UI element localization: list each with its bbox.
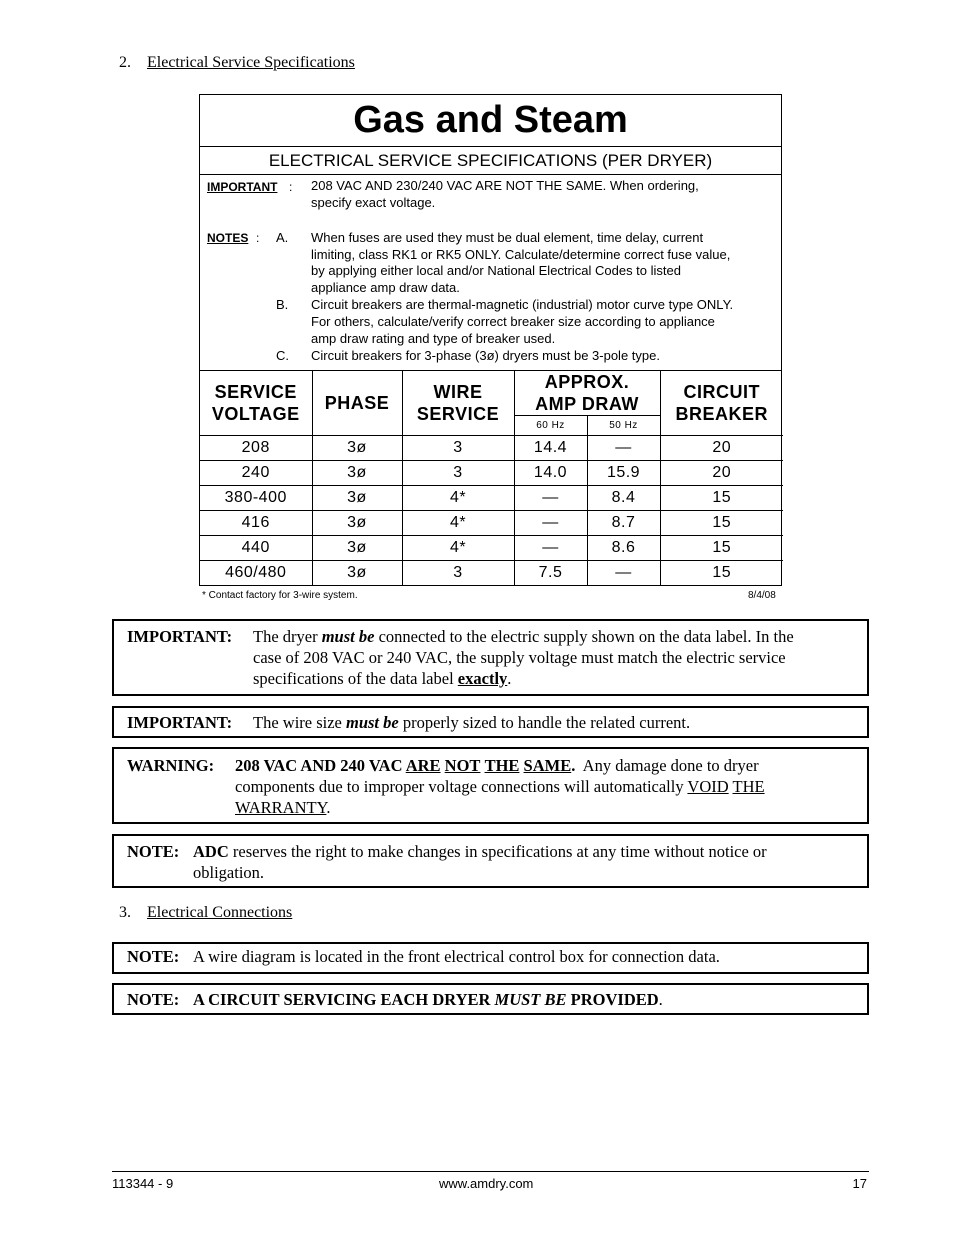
cell-50hz: — [587, 436, 660, 461]
box-label: WARNING: [127, 756, 215, 775]
cell-phase: 3ø [312, 536, 402, 561]
cell-phase: 3ø [312, 561, 402, 586]
cell-60hz: 14.4 [514, 436, 587, 461]
note-line: appliance amp draw data. [311, 280, 460, 295]
cell-voltage: 460/480 [200, 561, 312, 586]
box-text: A CIRCUIT SERVICING EACH DRYER MUST BE PROVIDED. [193, 990, 663, 1009]
warning-box [112, 747, 869, 824]
important-line: 208 VAC AND 230/240 VAC ARE NOT THE SAME. When ordering, [311, 178, 699, 193]
note-line: limiting, class RK1 or RK5 ONLY. Calculate/determine correct fuse value, [311, 247, 731, 262]
cell-voltage: 240 [200, 461, 312, 486]
cell-breaker: 20 [660, 436, 783, 461]
important-label: IMPORTANT [207, 180, 278, 194]
header-wire-service: WIRE SERVICE [402, 371, 514, 436]
box-label: NOTE: [127, 842, 180, 861]
cell-wire: 4* [402, 486, 514, 511]
cell-wire: 4* [402, 536, 514, 561]
header-60hz: 60 Hz [514, 416, 587, 436]
header-50hz: 50 Hz [587, 416, 660, 436]
box-text: ADC reserves the right to make changes in specifications at any time without notice or obligation. [193, 842, 767, 882]
cell-phase: 3ø [312, 436, 402, 461]
table-footnote: * Contact factory for 3-wire system. [202, 590, 358, 601]
page-footer [112, 1171, 869, 1192]
box-label: IMPORTANT: [127, 627, 233, 646]
table-row [200, 536, 783, 561]
cell-60hz: 14.0 [514, 461, 587, 486]
note-line: When fuses are used they must be dual element, time delay, current [311, 230, 704, 245]
notes-label: NOTES [207, 231, 249, 245]
cell-60hz: 7.5 [514, 561, 587, 586]
cell-breaker: 15 [660, 536, 783, 561]
doc-number: 113344 - 9 [112, 1176, 174, 1191]
important-line: specify exact voltage. [311, 195, 436, 210]
header-amp-draw: APPROX. AMP DRAW [514, 371, 660, 416]
box-label: IMPORTANT: [127, 713, 233, 732]
box-label: NOTE: [127, 990, 180, 1009]
table-row [200, 461, 783, 486]
note-line: Circuit breakers are thermal-magnetic (industrial) motor curve type ONLY. [311, 297, 734, 312]
cell-phase: 3ø [312, 511, 402, 536]
note-letter: A. [276, 230, 289, 245]
table-date: 8/4/08 [748, 590, 776, 601]
note-box-circuit [112, 983, 869, 1015]
cell-60hz: — [514, 536, 587, 561]
cell-60hz: — [514, 486, 587, 511]
note-line: amp draw rating and type of breaker used. [311, 331, 556, 346]
table-row [200, 511, 783, 536]
cell-60hz: — [514, 511, 587, 536]
cell-breaker: 15 [660, 486, 783, 511]
cell-wire: 3 [402, 561, 514, 586]
box-text: 208 VAC AND 240 VAC ARE NOT THE SAME. Any damage done to dryer components due to improper voltage connections will automatically VOID THE WARRANTY. [235, 756, 765, 817]
important-box-wire [112, 706, 869, 738]
cell-wire: 3 [402, 461, 514, 486]
table-row [200, 486, 783, 511]
cell-50hz: 8.7 [587, 511, 660, 536]
page-number: 17 [852, 1176, 867, 1191]
box-label: NOTE: [127, 947, 180, 966]
note-letter: B. [276, 297, 289, 312]
spec-title: Gas and Steam [200, 95, 781, 147]
note-box-adc [112, 834, 869, 888]
cell-phase: 3ø [312, 461, 402, 486]
cell-50hz: — [587, 561, 660, 586]
cell-breaker: 15 [660, 561, 783, 586]
section-title: Electrical Service Specifications [147, 54, 355, 71]
cell-voltage: 440 [200, 536, 312, 561]
table-row [200, 561, 783, 586]
note-letter: C. [276, 348, 289, 363]
note-box-diagram [112, 942, 869, 974]
spec-subtitle: ELECTRICAL SERVICE SPECIFICATIONS (PER DRYER) [200, 147, 781, 175]
header-phase: PHASE [312, 371, 402, 436]
cell-50hz: 15.9 [587, 461, 660, 486]
box-text: The wire size must be properly sized to handle the related current. [253, 713, 691, 732]
box-text: A wire diagram is located in the front electrical control box for connection data. [193, 947, 720, 966]
cell-voltage: 416 [200, 511, 312, 536]
cell-50hz: 8.6 [587, 536, 660, 561]
header-service-voltage: SERVICE VOLTAGE [200, 371, 312, 436]
header-circuit-breaker: CIRCUIT BREAKER [660, 371, 783, 436]
cell-wire: 3 [402, 436, 514, 461]
cell-wire: 4* [402, 511, 514, 536]
cell-phase: 3ø [312, 486, 402, 511]
spec-table-box [199, 94, 782, 586]
cell-breaker: 15 [660, 511, 783, 536]
note-line: Circuit breakers for 3-phase (3ø) dryers must be 3-pole type. [311, 348, 660, 363]
box-text: The dryer must be connected to the electric supply shown on the data label. In the case of 208 VAC or 240 VAC, the supply voltage must match the electric service specifications of the data label exactly. [253, 627, 794, 688]
note-line: For others, calculate/verify correct breaker size according to appliance [311, 314, 715, 329]
section-title: Electrical Connections [147, 904, 293, 921]
website-link[interactable]: www.amdry.com [439, 1176, 534, 1191]
important-box-supply [112, 619, 869, 696]
section-heading-3 [119, 904, 292, 922]
spec-grid [200, 371, 783, 585]
section-heading-2 [119, 54, 355, 72]
cell-voltage: 380-400 [200, 486, 312, 511]
section-number: 3. [119, 904, 131, 921]
table-row [200, 436, 783, 461]
cell-breaker: 20 [660, 461, 783, 486]
section-number: 2. [119, 54, 131, 71]
cell-50hz: 8.4 [587, 486, 660, 511]
spec-notes: IMPORTANT : 208 VAC AND 230/240 VAC ARE NOT THE SAME. When ordering, specify exact voltage. NOTES : A. When fuses are used they must be dual element, time delay, current limiting, class RK1 or RK5 ONLY. Calculate/determine correct fuse value, by applying either local and/or National Electrical Codes to listed appliance amp draw data. B. Circuit breakers are thermal-magnetic (industrial) motor curve type ONLY. For others, calculate/verify correct breaker size according to appliance amp draw rating and type of breaker used. C. Circuit breakers for 3-phase (3ø) dryers must be 3-pole type. [200, 175, 781, 371]
cell-voltage: 208 [200, 436, 312, 461]
note-line: by applying either local and/or National Electrical Codes to listed [311, 263, 681, 278]
